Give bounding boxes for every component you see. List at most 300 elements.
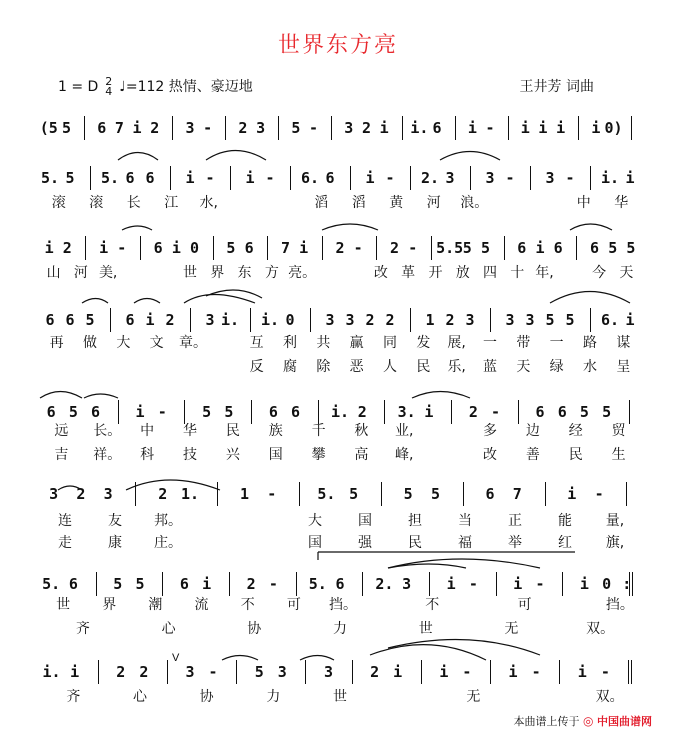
lyric-word: 攀 bbox=[311, 447, 326, 463]
lyric-word: 大 bbox=[308, 513, 322, 529]
note: 3 bbox=[345, 311, 355, 329]
note: i. bbox=[600, 169, 620, 187]
lyric-word: 无 bbox=[504, 621, 519, 637]
lyric-word: 路 bbox=[583, 335, 597, 351]
lyric-word: 科 bbox=[140, 447, 155, 463]
note: 5 bbox=[202, 403, 212, 421]
note: i bbox=[625, 311, 635, 329]
lyric-word: 带 bbox=[516, 335, 531, 351]
note: 2 bbox=[62, 239, 72, 257]
note: 2. bbox=[420, 169, 440, 187]
footer-credit: 本曲谱上传于 ◎ 中国曲谱网 bbox=[513, 714, 652, 728]
note: - bbox=[309, 119, 319, 137]
note: - bbox=[268, 575, 278, 593]
note: 3 bbox=[465, 311, 475, 329]
lyric-word: 章。 bbox=[179, 335, 207, 351]
note: 0) bbox=[604, 119, 623, 137]
note: 3 bbox=[402, 575, 412, 593]
note: i bbox=[625, 169, 635, 187]
lyric-word: 业, bbox=[395, 423, 414, 439]
lyric-word: 恶 bbox=[349, 359, 364, 375]
note: i bbox=[132, 119, 142, 137]
lyric-word: 福 bbox=[458, 535, 472, 551]
lyric-word: 贸 bbox=[611, 423, 626, 439]
note: 2 bbox=[385, 311, 395, 329]
lyric-word: 可 bbox=[517, 597, 532, 613]
lyric-word: 不 bbox=[425, 597, 440, 613]
lyric-word: 华 bbox=[614, 195, 629, 211]
note: 6 bbox=[535, 403, 545, 421]
lyric-word: 心 bbox=[133, 689, 147, 705]
note: 5.5 bbox=[436, 239, 464, 257]
note: - bbox=[385, 169, 395, 187]
note: 2 bbox=[370, 663, 380, 681]
note: i bbox=[202, 575, 212, 593]
note: 5 bbox=[135, 575, 145, 593]
lyric-word: 乐, bbox=[447, 359, 466, 375]
note: - bbox=[535, 575, 545, 593]
note: 3 bbox=[545, 169, 555, 187]
note: - bbox=[462, 663, 472, 681]
lyric-word: 人 bbox=[383, 359, 397, 375]
note: 5 bbox=[61, 119, 71, 137]
lyric-word: 利 bbox=[283, 335, 297, 351]
note: 6 bbox=[268, 403, 278, 421]
lyric-word: 千 bbox=[311, 423, 326, 439]
lyric-word: 腐 bbox=[283, 359, 297, 375]
note: 3 bbox=[323, 663, 333, 681]
note: i bbox=[379, 119, 389, 137]
note: 5 bbox=[65, 169, 75, 187]
breath-mark: V bbox=[172, 652, 180, 664]
lyric-word: 挡。 bbox=[605, 597, 634, 613]
note: 7 bbox=[280, 239, 290, 257]
note: 7 bbox=[512, 485, 522, 503]
lyric-word: 能 bbox=[558, 513, 572, 529]
note: 5 bbox=[349, 485, 359, 503]
note: 6 bbox=[68, 575, 78, 593]
lyric-word: 国 bbox=[308, 535, 322, 551]
note: 5 bbox=[565, 311, 575, 329]
note: 3 bbox=[49, 485, 59, 503]
note: i bbox=[567, 485, 577, 503]
note: 5 bbox=[226, 239, 236, 257]
note: - bbox=[505, 169, 515, 187]
lyric-word: 红 bbox=[558, 535, 572, 551]
note: 5 bbox=[68, 403, 78, 421]
lyric-word: 高 bbox=[354, 447, 369, 463]
note: 6 bbox=[45, 311, 55, 329]
lyric-word: 强 bbox=[358, 535, 372, 551]
note: 5. bbox=[100, 169, 120, 187]
note: 1. bbox=[180, 485, 200, 503]
lyric-word: 长 bbox=[126, 195, 141, 211]
lyric-word: 展, bbox=[447, 335, 466, 351]
note: 5 bbox=[462, 239, 472, 257]
note: 2 bbox=[150, 119, 160, 137]
lyric-word: 华 bbox=[183, 423, 197, 439]
note: 3 bbox=[445, 169, 455, 187]
lyric-word: 友 bbox=[108, 513, 122, 529]
lyric-word: 中 bbox=[576, 195, 591, 211]
note: i bbox=[299, 239, 309, 257]
lyric-word: 美, bbox=[98, 265, 118, 281]
note: 6 bbox=[125, 311, 135, 329]
lyric-word: 除 bbox=[316, 359, 331, 375]
lyric-word: 亮。 bbox=[288, 265, 317, 281]
note: i bbox=[145, 311, 155, 329]
lyric-word: 双。 bbox=[586, 621, 615, 637]
note: 2 bbox=[76, 485, 86, 503]
lyric-word: 界 bbox=[210, 265, 225, 281]
note: 2 bbox=[390, 239, 400, 257]
lyric-word: 无 bbox=[466, 689, 481, 705]
note: i bbox=[365, 169, 375, 187]
note: 2. bbox=[375, 575, 394, 593]
note: - bbox=[565, 169, 575, 187]
lyric-word: 滚 bbox=[51, 195, 66, 211]
lyric-word: 山 bbox=[46, 265, 61, 281]
lyric-word: 世 bbox=[56, 597, 71, 613]
note: 2 bbox=[445, 311, 455, 329]
lyric-word: 协 bbox=[247, 621, 262, 637]
lyric-word: 年, bbox=[535, 265, 554, 281]
lyric-word: 可 bbox=[286, 597, 301, 613]
lyric-word: 生 bbox=[611, 447, 626, 463]
lyric-word: 革 bbox=[401, 265, 416, 281]
note: i bbox=[556, 119, 566, 137]
tempo: =112 bbox=[125, 79, 165, 95]
lyric-word: 祥。 bbox=[93, 447, 122, 463]
note: 6 bbox=[553, 239, 563, 257]
note: 5 bbox=[602, 403, 612, 421]
lyric-word: 力 bbox=[333, 621, 347, 637]
note: 6 bbox=[557, 403, 567, 421]
note: 6 bbox=[179, 575, 189, 593]
lyric-word: 协 bbox=[199, 689, 214, 705]
note: 5 bbox=[291, 119, 301, 137]
lyric-word: 邦。 bbox=[154, 513, 182, 529]
note: 6 bbox=[125, 169, 135, 187]
lyric-word: 力 bbox=[266, 689, 281, 705]
note: 2 bbox=[165, 311, 175, 329]
lyric-word: 河 bbox=[73, 265, 88, 281]
note: 5 bbox=[85, 311, 95, 329]
note: 2 bbox=[357, 403, 367, 421]
note: i. bbox=[260, 311, 280, 329]
note: 2 bbox=[361, 119, 371, 137]
lyric-word: 秋 bbox=[354, 423, 369, 439]
site-logo: 中国曲谱网 bbox=[597, 715, 652, 728]
lyric-word: 族 bbox=[268, 423, 283, 439]
lyric-word: 天 bbox=[516, 359, 531, 375]
lyric-word: 国 bbox=[268, 447, 283, 463]
note: (5 bbox=[39, 119, 58, 137]
note: 5 bbox=[430, 485, 440, 503]
lyric-word: 四 bbox=[483, 265, 497, 281]
note: 5 bbox=[545, 311, 555, 329]
lyric-word: 江 bbox=[164, 195, 179, 211]
note: 3 bbox=[185, 119, 195, 137]
note: - bbox=[531, 663, 541, 681]
lyric-word: 同 bbox=[383, 335, 397, 351]
lyric-word: 齐 bbox=[66, 689, 81, 705]
lyric-word: 康 bbox=[108, 535, 122, 551]
lyric-word: 河 bbox=[426, 195, 441, 211]
note: 0 bbox=[285, 311, 295, 329]
lyric-word: 一 bbox=[483, 335, 497, 351]
lyric-word: 今 bbox=[592, 265, 607, 281]
lyric-word: 齐 bbox=[75, 621, 90, 637]
note: - bbox=[157, 403, 167, 421]
lyric-word: 蓝 bbox=[483, 359, 497, 375]
lyric-word: 世 bbox=[333, 689, 347, 705]
note: i bbox=[520, 119, 530, 137]
lyric-word: 文 bbox=[149, 335, 164, 351]
note: 3 bbox=[277, 663, 287, 681]
lyric-word: 担 bbox=[408, 513, 422, 529]
note: 3 bbox=[103, 485, 113, 503]
lyric-word: 民 bbox=[408, 535, 422, 551]
note: i bbox=[393, 663, 403, 681]
note: i bbox=[508, 663, 518, 681]
note: 5. bbox=[308, 575, 327, 593]
composer-credit: 王井芳 词曲 bbox=[519, 79, 594, 95]
logo-icon: ◎ bbox=[583, 714, 594, 728]
note: 5 bbox=[224, 403, 234, 421]
lyric-word: 世 bbox=[183, 265, 197, 281]
lyric-word: 挡。 bbox=[329, 597, 357, 613]
note: i bbox=[446, 575, 456, 593]
lyric-word: 技 bbox=[183, 447, 197, 463]
lyric-word: 放 bbox=[455, 265, 470, 281]
lyric-word: 互 bbox=[249, 335, 264, 351]
note: i bbox=[135, 403, 145, 421]
lyric-word: 庄。 bbox=[154, 535, 182, 551]
note: i bbox=[579, 575, 589, 593]
note: 2 bbox=[365, 311, 375, 329]
lyric-word: 长。 bbox=[93, 423, 122, 439]
lyric-word: 赢 bbox=[349, 335, 364, 351]
note: 6 bbox=[291, 403, 301, 421]
note: 0 bbox=[602, 575, 612, 593]
note: i. bbox=[410, 119, 429, 137]
note: 6 bbox=[153, 239, 163, 257]
lyric-word: 开 bbox=[428, 265, 443, 281]
lyric-word: 流 bbox=[194, 597, 209, 613]
lyric-word: 经 bbox=[568, 423, 583, 439]
note: 5 bbox=[579, 403, 589, 421]
lyric-word: 滔 bbox=[351, 195, 366, 211]
lyric-word: 边 bbox=[525, 423, 540, 439]
note: 3 bbox=[325, 311, 335, 329]
lyric-word: 不 bbox=[240, 597, 255, 613]
repeat-sign: : bbox=[622, 575, 632, 593]
lyric-word: 双。 bbox=[595, 689, 624, 705]
lyric-word: 多 bbox=[483, 423, 497, 439]
note: - bbox=[468, 575, 478, 593]
lyric-word: 浪。 bbox=[460, 195, 489, 211]
note: i bbox=[424, 403, 434, 421]
note: - bbox=[594, 485, 604, 503]
lyric-word: 黄 bbox=[389, 195, 404, 211]
note: 2 bbox=[116, 663, 126, 681]
note: 5 bbox=[626, 239, 636, 257]
note: 2 bbox=[468, 403, 478, 421]
note: 6 bbox=[65, 311, 75, 329]
note: 6 bbox=[485, 485, 495, 503]
lyric-word: 旗, bbox=[605, 535, 625, 551]
note: 3 bbox=[485, 169, 495, 187]
note: 5. bbox=[40, 169, 60, 187]
lyric-word: 正 bbox=[508, 513, 522, 529]
note: i bbox=[245, 169, 255, 187]
note: 6 bbox=[46, 403, 56, 421]
note: 6. bbox=[600, 311, 620, 329]
note: - bbox=[600, 663, 610, 681]
lyric-word: 当 bbox=[458, 513, 472, 529]
lyric-word: 大 bbox=[116, 335, 131, 351]
note: i bbox=[538, 119, 548, 137]
note: 2 bbox=[246, 575, 256, 593]
note: i bbox=[70, 663, 80, 681]
lyric-word: 中 bbox=[140, 423, 155, 439]
note: - bbox=[208, 663, 218, 681]
lyric-word: 方 bbox=[264, 265, 279, 281]
lyric-word: 天 bbox=[619, 265, 634, 281]
style-marking: 热情、豪迈地 bbox=[168, 79, 253, 95]
note: 2 bbox=[238, 119, 248, 137]
note: 0 bbox=[190, 239, 200, 257]
note: i bbox=[44, 239, 54, 257]
lyric-word: 心 bbox=[161, 621, 176, 637]
note: 5 bbox=[480, 239, 490, 257]
lyric-word: 民 bbox=[416, 359, 431, 375]
note: 5 bbox=[608, 239, 618, 257]
lyric-word: 民 bbox=[568, 447, 583, 463]
lyric-word: 十 bbox=[510, 265, 525, 281]
note: i bbox=[535, 239, 545, 257]
note: 2 bbox=[139, 663, 149, 681]
lyric-word: 兴 bbox=[225, 447, 240, 463]
note: i bbox=[513, 575, 523, 593]
note: 6 bbox=[517, 239, 527, 257]
lyric-word: 滔 bbox=[314, 195, 329, 211]
note: 6 bbox=[145, 169, 155, 187]
note: - bbox=[491, 403, 501, 421]
lyric-word: 绿 bbox=[549, 359, 564, 375]
note: i bbox=[99, 239, 109, 257]
note: i bbox=[577, 663, 587, 681]
note: 5 bbox=[254, 663, 264, 681]
note: i bbox=[171, 239, 181, 257]
lyric-word: 量, bbox=[605, 513, 625, 529]
note: 3 bbox=[205, 311, 215, 329]
note: 6 bbox=[244, 239, 254, 257]
note: 6. bbox=[300, 169, 320, 187]
note: 2 bbox=[335, 239, 345, 257]
note: 3 bbox=[344, 119, 354, 137]
note: - bbox=[408, 239, 418, 257]
note: i bbox=[185, 169, 195, 187]
note: - bbox=[117, 239, 127, 257]
lyric-word: 谋 bbox=[616, 335, 631, 351]
lyric-word: 再 bbox=[49, 335, 64, 351]
song-title: 世界东方亮 bbox=[277, 33, 398, 58]
time-signature: 2 4 bbox=[105, 75, 113, 98]
note: i. bbox=[220, 311, 240, 329]
note: 6 bbox=[335, 575, 345, 593]
note: - bbox=[485, 119, 495, 137]
note: - bbox=[267, 485, 277, 503]
note: 5. bbox=[317, 485, 336, 503]
note: i bbox=[467, 119, 477, 137]
lyric-word: 呈 bbox=[616, 359, 631, 375]
note: 5. bbox=[42, 575, 61, 593]
lyric-word: 界 bbox=[102, 597, 117, 613]
key-signature: 1 = D bbox=[58, 79, 99, 95]
note: 3 bbox=[256, 119, 266, 137]
lyric-word: 远 bbox=[54, 423, 69, 439]
note: 5 bbox=[403, 485, 413, 503]
note: - bbox=[265, 169, 275, 187]
lyric-word: 东 bbox=[237, 265, 252, 281]
note: 1 bbox=[425, 311, 435, 329]
lyric-word: 一 bbox=[549, 335, 564, 351]
note: 6 bbox=[432, 119, 442, 137]
note: 6 bbox=[325, 169, 335, 187]
note-icon: ♩ bbox=[119, 79, 126, 95]
lyric-word: 水 bbox=[583, 359, 597, 375]
note: 3 bbox=[185, 663, 195, 681]
note: i. bbox=[42, 663, 61, 681]
note: i bbox=[591, 119, 601, 137]
lyric-word: 滚 bbox=[89, 195, 104, 211]
lyric-word: 走 bbox=[58, 535, 72, 551]
lyric-word: 民 bbox=[225, 423, 240, 439]
note: i bbox=[439, 663, 449, 681]
lyric-word: 做 bbox=[83, 335, 97, 351]
note: 2 bbox=[158, 485, 168, 503]
note: - bbox=[205, 169, 215, 187]
note: 6 bbox=[97, 119, 107, 137]
lyric-word: 世 bbox=[418, 621, 433, 637]
note: - bbox=[353, 239, 363, 257]
note: 1 bbox=[240, 485, 250, 503]
note: - bbox=[203, 119, 213, 137]
note: 5 bbox=[113, 575, 123, 593]
note: i. bbox=[330, 403, 350, 421]
lyric-word: 国 bbox=[358, 513, 372, 529]
lyric-word: 共 bbox=[316, 335, 331, 351]
lyric-word: 善 bbox=[525, 447, 540, 463]
lyric-word: 潮 bbox=[148, 597, 163, 613]
lyric-word: 反 bbox=[249, 359, 264, 375]
lyric-word: 改 bbox=[373, 265, 388, 281]
note: 7 bbox=[114, 119, 124, 137]
note: 6 bbox=[590, 239, 600, 257]
note: 3. bbox=[397, 403, 416, 421]
lyric-word: 吉 bbox=[54, 447, 69, 463]
note: 3 bbox=[505, 311, 515, 329]
lyric-word: 水, bbox=[199, 195, 218, 211]
lyric-word: 改 bbox=[483, 447, 497, 463]
lyric-word: 峰, bbox=[395, 447, 414, 463]
note: 6 bbox=[91, 403, 101, 421]
lyric-word: 举 bbox=[508, 535, 522, 551]
note: 3 bbox=[525, 311, 535, 329]
lyric-word: 连 bbox=[58, 513, 72, 529]
